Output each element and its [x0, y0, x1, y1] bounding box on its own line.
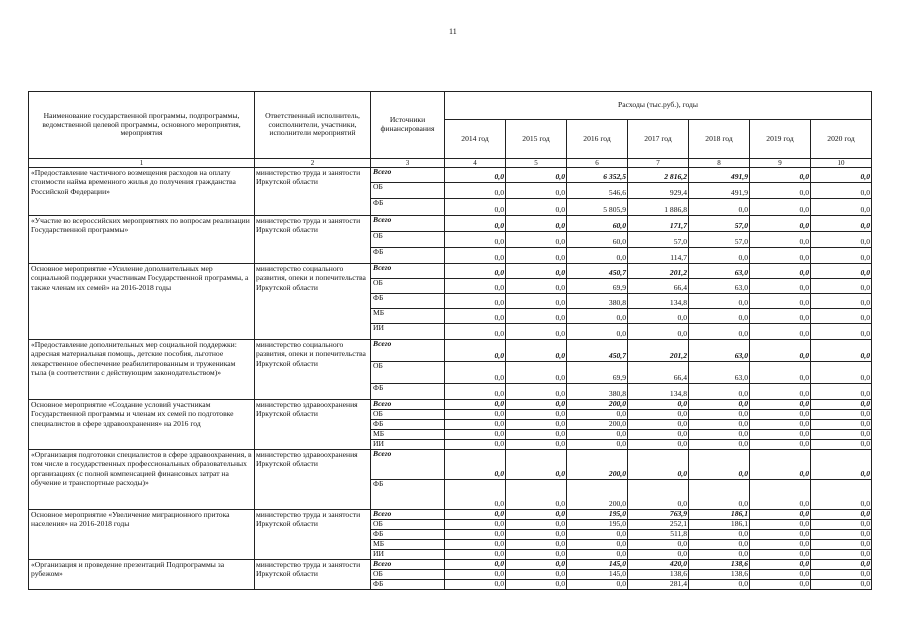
funding-source: ФБ [371, 580, 445, 590]
table-row [29, 340, 872, 362]
expense-value: 0,0 [445, 264, 506, 279]
expense-value: 0,0 [506, 550, 567, 560]
funding-source: Всего [371, 400, 445, 410]
expense-value: 0,0 [811, 362, 872, 384]
funding-source: ОБ [371, 232, 445, 248]
header-column-number: 1 [29, 159, 255, 168]
funding-source: ИИ [371, 440, 445, 450]
funding-source: Всего [371, 450, 445, 480]
expense-value: 69,9 [567, 362, 628, 384]
table-row [29, 216, 872, 232]
table-row [29, 400, 872, 410]
expense-value: 0,0 [567, 530, 628, 540]
expense-value: 0,0 [811, 550, 872, 560]
table-row [29, 264, 872, 279]
activity-name: «Организация подготовки специалистов в сфере здравоохранения, в том числе в государственных профессиональных образовательных организациях (с полной компенсацией финансовых затрат на обучение и транспортные расходы)» [29, 450, 255, 510]
funding-source: ФБ [371, 248, 445, 264]
expense-value: 0,0 [811, 183, 872, 199]
responsible-executor: министерство труда и занятости Иркутской области [255, 216, 371, 264]
expense-value: 63,0 [689, 362, 750, 384]
expense-value: 195,0 [567, 510, 628, 520]
page-number: 11 [449, 27, 457, 36]
expense-value: 0,0 [689, 410, 750, 420]
expense-value: 0,0 [506, 279, 567, 294]
expense-value: 0,0 [445, 540, 506, 550]
expense-value: 0,0 [811, 168, 872, 183]
expense-value: 0,0 [750, 550, 811, 560]
expense-value: 0,0 [750, 520, 811, 530]
expense-value: 0,0 [445, 324, 506, 340]
expense-value: 0,0 [445, 384, 506, 400]
header-column-number: 6 [567, 159, 628, 168]
expense-value: 0,0 [750, 216, 811, 232]
expense-value: 511,8 [628, 530, 689, 540]
expense-value: 0,0 [811, 410, 872, 420]
funding-source: ОБ [371, 410, 445, 420]
table-header [29, 92, 872, 168]
expense-value: 0,0 [811, 570, 872, 580]
expense-value: 145,0 [567, 560, 628, 570]
budget-table [28, 91, 872, 590]
funding-source: Всего [371, 168, 445, 183]
expense-value: 0,0 [750, 264, 811, 279]
expense-value: 0,0 [445, 183, 506, 199]
expense-value: 0,0 [811, 580, 872, 590]
header-year: 2019 год [750, 120, 811, 159]
expense-value: 0,0 [750, 279, 811, 294]
funding-source: ФБ [371, 480, 445, 510]
expense-value: 0,0 [628, 430, 689, 440]
expense-value: 57,0 [689, 216, 750, 232]
expense-value: 420,0 [628, 560, 689, 570]
expense-value: 0,0 [506, 560, 567, 570]
table-body [29, 168, 872, 590]
expense-value: 6 352,5 [567, 168, 628, 183]
expense-value: 0,0 [689, 530, 750, 540]
expense-value: 0,0 [811, 340, 872, 362]
expense-value: 186,1 [689, 520, 750, 530]
table-row [29, 168, 872, 183]
activity-name: Основное мероприятие «Усиление дополнительных мер социальной поддержки участникам Государственной программы, а также членам их семей» на 2016-2018 годы [29, 264, 255, 340]
expense-value: 450,7 [567, 264, 628, 279]
expense-value: 0,0 [445, 279, 506, 294]
expense-value: 0,0 [811, 450, 872, 480]
expense-value: 0,0 [750, 248, 811, 264]
header-column-number: 8 [689, 159, 750, 168]
activity-name: «Предоставление частичного возмещения расходов на оплату стоимости найма временного жилья до получения гражданства Российской Федерации» [29, 168, 255, 216]
funding-source: ФБ [371, 420, 445, 430]
expense-value: 63,0 [689, 279, 750, 294]
activity-name: Основное мероприятие «Создание условий участникам Государственной программы и членам их семей по подготовке специалистов в сфере здравоохранения» на 2016 год [29, 400, 255, 450]
expense-value: 0,0 [689, 309, 750, 324]
expense-value: 0,0 [445, 410, 506, 420]
expense-value: 200,0 [567, 420, 628, 430]
expense-value: 0,0 [811, 540, 872, 550]
expense-value: 0,0 [445, 480, 506, 510]
expense-value: 0,0 [567, 440, 628, 450]
expense-value: 0,0 [689, 420, 750, 430]
header-column-number: 5 [506, 159, 567, 168]
expense-value: 60,0 [567, 232, 628, 248]
expense-value: 0,0 [628, 309, 689, 324]
expense-value: 0,0 [689, 480, 750, 510]
header-column-number: 10 [811, 159, 872, 168]
expense-value: 0,0 [750, 168, 811, 183]
header-expenses: Расходы (тыс.руб.), годы [445, 92, 872, 120]
funding-source: ОБ [371, 520, 445, 530]
expense-value: 0,0 [506, 264, 567, 279]
header-year: 2017 год [628, 120, 689, 159]
expense-value: 0,0 [689, 450, 750, 480]
funding-source: Всего [371, 510, 445, 520]
expense-value: 0,0 [567, 309, 628, 324]
expense-value: 0,0 [811, 440, 872, 450]
expense-value: 200,0 [567, 400, 628, 410]
expense-value: 0,0 [506, 440, 567, 450]
expense-value: 0,0 [689, 400, 750, 410]
header-column-numbers [29, 159, 872, 168]
expense-value: 0,0 [628, 450, 689, 480]
expense-value: 0,0 [445, 216, 506, 232]
expense-value: 0,0 [689, 199, 750, 216]
header-year: 2016 год [567, 120, 628, 159]
expense-value: 0,0 [506, 520, 567, 530]
expense-value: 0,0 [750, 232, 811, 248]
expense-value: 0,0 [811, 420, 872, 430]
responsible-executor: министерство труда и занятости Иркутской области [255, 168, 371, 216]
expense-value: 0,0 [689, 540, 750, 550]
expense-value: 281,4 [628, 580, 689, 590]
expense-value: 0,0 [811, 279, 872, 294]
expense-value: 0,0 [750, 324, 811, 340]
header-column-number: 9 [750, 159, 811, 168]
expense-value: 0,0 [811, 248, 872, 264]
expense-value: 145,0 [567, 570, 628, 580]
responsible-executor: министерство здравоохранения Иркутской области [255, 450, 371, 510]
expense-value: 0,0 [445, 570, 506, 580]
expense-value: 0,0 [750, 510, 811, 520]
expense-value: 138,6 [689, 570, 750, 580]
header-column-number: 2 [255, 159, 371, 168]
activity-name: «Организация и проведение презентаций Подпрограммы за рубежом» [29, 560, 255, 590]
expense-value: 0,0 [811, 384, 872, 400]
expense-value: 0,0 [506, 362, 567, 384]
expense-value: 0,0 [445, 420, 506, 430]
expense-value: 0,0 [811, 520, 872, 530]
header-executor: Ответственный исполнитель, соисполнители, участники, исполнители мероприятий [255, 92, 371, 159]
funding-source: Всего [371, 216, 445, 232]
funding-source: Всего [371, 264, 445, 279]
expense-value: 0,0 [567, 550, 628, 560]
expense-value: 171,7 [628, 216, 689, 232]
expense-value: 0,0 [628, 480, 689, 510]
funding-source: ОБ [371, 362, 445, 384]
expense-value: 0,0 [445, 294, 506, 309]
expense-value: 200,0 [567, 450, 628, 480]
expense-value: 0,0 [506, 410, 567, 420]
table-row [29, 560, 872, 570]
expense-value: 0,0 [506, 294, 567, 309]
expense-value: 0,0 [750, 199, 811, 216]
expense-value: 201,2 [628, 264, 689, 279]
expense-value: 0,0 [689, 580, 750, 590]
expense-value: 0,0 [689, 550, 750, 560]
expense-value: 195,0 [567, 520, 628, 530]
expense-value: 134,8 [628, 384, 689, 400]
expense-value: 0,0 [445, 580, 506, 590]
expense-value: 0,0 [506, 232, 567, 248]
expense-value: 450,7 [567, 340, 628, 362]
expense-value: 138,6 [628, 570, 689, 580]
expense-value: 0,0 [811, 560, 872, 570]
expense-value: 0,0 [445, 530, 506, 540]
funding-source: ИИ [371, 324, 445, 340]
expense-value: 0,0 [750, 440, 811, 450]
expense-value: 0,0 [506, 199, 567, 216]
expense-value: 0,0 [689, 248, 750, 264]
expense-value: 186,1 [689, 510, 750, 520]
funding-source: МБ [371, 309, 445, 324]
expense-value: 2 816,2 [628, 168, 689, 183]
expense-value: 0,0 [628, 410, 689, 420]
expense-value: 57,0 [689, 232, 750, 248]
expense-value: 0,0 [811, 400, 872, 410]
expense-value: 0,0 [750, 400, 811, 410]
expense-value: 0,0 [506, 570, 567, 580]
expense-value: 546,6 [567, 183, 628, 199]
funding-source: МБ [371, 430, 445, 440]
expense-value: 66,4 [628, 362, 689, 384]
expense-value: 0,0 [506, 248, 567, 264]
expense-value: 0,0 [750, 450, 811, 480]
funding-source: Всего [371, 560, 445, 570]
expense-value: 0,0 [689, 294, 750, 309]
expense-value: 0,0 [811, 216, 872, 232]
expense-value: 0,0 [628, 550, 689, 560]
responsible-executor: министерство труда и занятости Иркутской области [255, 510, 371, 560]
expense-value: 69,9 [567, 279, 628, 294]
expense-value: 63,0 [689, 264, 750, 279]
expense-value: 0,0 [750, 580, 811, 590]
expense-value: 66,4 [628, 279, 689, 294]
expense-value: 60,0 [567, 216, 628, 232]
activity-name: Основное мероприятие «Увеличение миграционного притока населения» на 2016-2018 годы [29, 510, 255, 560]
expense-value: 491,9 [689, 168, 750, 183]
expense-value: 0,0 [445, 430, 506, 440]
expense-value: 0,0 [628, 400, 689, 410]
responsible-executor: министерство социального развития, опеки и попечительства Иркутской области [255, 340, 371, 400]
responsible-executor: министерство социального развития, опеки и попечительства Иркутской области [255, 264, 371, 340]
expense-value: 0,0 [506, 216, 567, 232]
expense-value: 0,0 [506, 168, 567, 183]
expense-value: 201,2 [628, 340, 689, 362]
expense-value: 0,0 [445, 248, 506, 264]
activity-name: «Предоставление дополнительных мер социальной поддержки: адресная материальная помощь, детские пособия, льготное лекарственное обеспечение реабилитированным и труженикам тыла (в соответствии с действующим законодательством)» [29, 340, 255, 400]
expense-value: 0,0 [506, 324, 567, 340]
expense-value: 0,0 [689, 384, 750, 400]
expense-value: 0,0 [567, 248, 628, 264]
funding-source: ОБ [371, 279, 445, 294]
expense-value: 5 805,9 [567, 199, 628, 216]
expense-value: 0,0 [811, 530, 872, 540]
expense-value: 0,0 [811, 199, 872, 216]
expense-value: 0,0 [750, 362, 811, 384]
funding-source: ИИ [371, 550, 445, 560]
header-year: 2018 год [689, 120, 750, 159]
expense-value: 0,0 [506, 384, 567, 400]
expense-value: 0,0 [811, 324, 872, 340]
expense-value: 0,0 [628, 440, 689, 450]
funding-source: ФБ [371, 384, 445, 400]
expense-value: 0,0 [506, 183, 567, 199]
table-row [29, 450, 872, 480]
expense-value: 0,0 [750, 570, 811, 580]
expense-value: 0,0 [750, 530, 811, 540]
header-year: 2015 год [506, 120, 567, 159]
expense-value: 0,0 [811, 294, 872, 309]
expense-value: 0,0 [689, 430, 750, 440]
responsible-executor: министерство здравоохранения Иркутской области [255, 400, 371, 450]
expense-value: 0,0 [750, 340, 811, 362]
funding-source: ОБ [371, 183, 445, 199]
expense-value: 0,0 [445, 362, 506, 384]
expense-value: 0,0 [506, 400, 567, 410]
expense-value: 0,0 [445, 520, 506, 530]
expense-value: 0,0 [811, 309, 872, 324]
expense-value: 0,0 [567, 580, 628, 590]
expense-value: 0,0 [445, 510, 506, 520]
funding-source: ФБ [371, 530, 445, 540]
expense-value: 0,0 [750, 410, 811, 420]
table-row [29, 510, 872, 520]
expense-value: 763,9 [628, 510, 689, 520]
header-year: 2014 год [445, 120, 506, 159]
expense-value: 0,0 [811, 430, 872, 440]
responsible-executor: министерство труда и занятости Иркутской области [255, 560, 371, 590]
expense-value: 138,6 [689, 560, 750, 570]
expense-value: 0,0 [506, 580, 567, 590]
header-year: 2020 год [811, 120, 872, 159]
expense-value: 0,0 [445, 440, 506, 450]
expense-value: 0,0 [506, 450, 567, 480]
expense-value: 0,0 [445, 560, 506, 570]
expense-value: 0,0 [750, 183, 811, 199]
expense-value: 0,0 [567, 410, 628, 420]
expense-value: 0,0 [750, 384, 811, 400]
expense-value: 0,0 [750, 560, 811, 570]
expense-value: 0,0 [506, 530, 567, 540]
activity-name: «Участие во всероссийских мероприятиях по вопросам реализации Государственной программы» [29, 216, 255, 264]
expense-value: 57,0 [628, 232, 689, 248]
expense-value: 0,0 [506, 480, 567, 510]
expense-value: 0,0 [445, 309, 506, 324]
expense-value: 929,4 [628, 183, 689, 199]
funding-source: ФБ [371, 294, 445, 309]
expense-value: 0,0 [445, 199, 506, 216]
expense-value: 0,0 [506, 540, 567, 550]
expense-value: 0,0 [689, 440, 750, 450]
funding-source: Всего [371, 340, 445, 362]
header-column-number: 3 [371, 159, 445, 168]
expense-value: 0,0 [750, 309, 811, 324]
expense-value: 0,0 [750, 540, 811, 550]
funding-source: ФБ [371, 199, 445, 216]
header-column-number: 7 [628, 159, 689, 168]
expense-value: 252,1 [628, 520, 689, 530]
expense-value: 0,0 [567, 324, 628, 340]
expense-value: 63,0 [689, 340, 750, 362]
expense-value: 0,0 [811, 264, 872, 279]
header-name: Наименование государственной программы, подпрограммы, ведомственной целевой программы, основного мероприятия, мероприятия [29, 92, 255, 159]
expense-value: 0,0 [506, 309, 567, 324]
expense-value: 0,0 [445, 232, 506, 248]
expense-value: 0,0 [689, 324, 750, 340]
expense-value: 1 886,8 [628, 199, 689, 216]
expense-value: 0,0 [750, 430, 811, 440]
expense-value: 0,0 [506, 510, 567, 520]
expense-value: 380,8 [567, 294, 628, 309]
expense-value: 0,0 [628, 324, 689, 340]
funding-source: МБ [371, 540, 445, 550]
expense-value: 380,8 [567, 384, 628, 400]
expense-value: 0,0 [506, 430, 567, 440]
expense-value: 0,0 [445, 168, 506, 183]
expense-value: 0,0 [567, 540, 628, 550]
expense-value: 0,0 [445, 400, 506, 410]
expense-value: 0,0 [750, 294, 811, 309]
expense-value: 0,0 [811, 510, 872, 520]
expense-value: 0,0 [445, 340, 506, 362]
expense-value: 0,0 [445, 550, 506, 560]
expense-value: 0,0 [445, 450, 506, 480]
header-column-number: 4 [445, 159, 506, 168]
expense-value: 491,9 [689, 183, 750, 199]
expense-value: 0,0 [750, 480, 811, 510]
funding-source: ОБ [371, 570, 445, 580]
expense-value: 0,0 [506, 420, 567, 430]
expense-value: 0,0 [628, 540, 689, 550]
expense-value: 0,0 [506, 340, 567, 362]
expense-value: 0,0 [811, 480, 872, 510]
header-source: Источники финансирования [371, 92, 445, 159]
expense-value: 0,0 [567, 430, 628, 440]
expense-value: 134,8 [628, 294, 689, 309]
expense-value: 0,0 [811, 232, 872, 248]
expense-value: 0,0 [628, 420, 689, 430]
expense-value: 0,0 [750, 420, 811, 430]
expense-value: 200,0 [567, 480, 628, 510]
expense-value: 114,7 [628, 248, 689, 264]
